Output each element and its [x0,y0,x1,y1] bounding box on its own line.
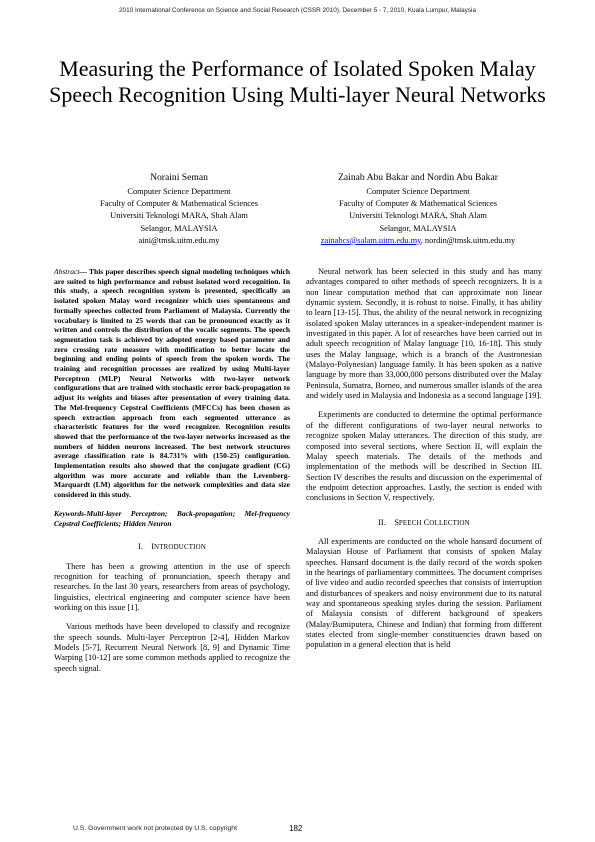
author-2-email-rest: , nordin@tmsk.uitm.edu.my [420,235,516,245]
author-2-name: Zainab Abu Bakar and Nordin Abu Bakar [338,172,498,183]
section-initial: S [394,517,399,527]
speech-collection-paragraph: All experiments are conducted on the whole hansard document of Malaysian House of Parliament that consists of spoken Malay speeches. Hansard document is the daily record of the words spoken in the hearings of parliamentary committees. The document comprises of live video and audio recorded speeches that consists of interruption and disturbances of speakers and noisy environment due to its natural way and spontaneous speaking styles during the session. Parliament of Malaysia consists of different background of speakers (Malay/Bumiputera, Chinese and Indian) that forming from different states elected from single-member constituencies drawn based on population in a general election that is held [306,536,542,650]
section-title-rest: PEECH [398,519,422,527]
section-title-rest: NTRODUCTION [154,544,207,552]
left-column [54,267,290,674]
author-1-affiliation [54,186,304,247]
paper-title: Measuring the Performance of Isolated Spoken Malay Speech Recognition Using Multi-layer Neural Networks [49,56,546,107]
author-1-email: aini@tmsk.uitm.edu.my [138,235,220,245]
author-1-university: Universiti Teknologi MARA, Shah Alam [110,211,248,221]
intro-paragraph-1: There has been a growing attention in the use of speech recognition for teaching of pronunciation, speech therapy and researches. In the last 30 years, researchers from areas of psychology, linguistics, electrical engineering and computer science have been working on this issue [1]. [54,561,290,612]
author-2-location: Selangor, MALAYSIA [379,223,457,233]
author-2-dept: Computer Science Department [366,187,470,196]
section-heading-speech-collection [306,518,542,529]
author-2-emails [293,235,543,247]
section-initial: I [151,542,155,552]
keywords: Keywords-Multi-layer Perceptron; Back-propagation; Mel-frequency Cepstral Coefficients; Hidden Neuron [54,508,290,528]
author-2-email-link[interactable]: zainabcs@salam.uitm.edu.my [320,235,421,245]
author-2-university: Universiti Teknologi MARA, Shah Alam [349,211,487,221]
abstract-label: Abstract [54,267,80,276]
section-number: II. [378,517,386,527]
section-title-rest-2: OLLECTION [429,519,470,527]
section-initial-2: C [423,517,430,527]
author-1-faculty: Faculty of Computer & Mathematical Sciences [100,199,258,209]
author-2-affiliation [293,186,543,247]
section-number: I. [137,542,143,552]
conference-header: 2010 International Conference on Science and Social Research (CSSR 2010), December 5 - 7, 2010, Kuala Lumpur, Malaysia [118,7,476,14]
right-paragraph-1: Neural network has been selected in this study and has many advantages compared to other methods of speech recognizers. It is a non linear computation method that can approximate non linear dynamic system. Secondly, it is robust to noise. Finally, it has ability to learn [13-15]. Thus, the ability of the neural network in recognizing isolated spoken Malay utterances in a speaker-independent manner is investigated in this paper. A lot of researches have been carried out in adult speech recognition of Malay language [10, 16-18]. This study uses the Malay language, which is a branch of the Austronesian (Malayo-Polynesian) language family. It has been spoken as a native language by more than 33,000,000 persons distributed over the Malay Peninsula, Sumatra, Borneo, and numerous smaller islands of the area and widely used in Malaysia and Indonesia as a second language [19]. [306,267,542,401]
right-column [306,267,542,651]
author-2-faculty: Faculty of Computer & Mathematical Sciences [339,199,497,209]
author-1-dept: Computer Science Department [127,187,231,196]
section-heading-introduction [54,542,290,553]
author-1-location: Selangor, MALAYSIA [140,223,218,233]
copyright-footer: U.S. Government work not protected by U.S. copyright [73,825,237,832]
page-number: 182 [289,824,303,833]
intro-paragraph-2: Various methods have been developed to classify and recognize the speech sounds. Multi-layer Perceptron [2-4], Hidden Markov Models [5-7], Recurrent Neural Network [8, 9] and Dynamic Time Warping [10-12] are some common methods applied to recognize the speech signal. [54,622,290,673]
author-1-name: Noraini Seman [150,172,208,183]
right-paragraph-2: Experiments are conducted to determine the optimal performance of the different configurations of two-layer neural networks to recognize spoken Malay utterances. The direction of this study, are composed into several sections, where Section II, will explain the Malay speech materials. The details of the methods and implementation of the methods will be described in Section III. Section IV describes the results and discussion on the experimental of the endpoint detection approaches. Lastly, the section is ended with conclusions in Section V, respectively. [306,410,542,503]
abstract [54,267,290,500]
abstract-text: — This paper describes speech signal modeling techniques which are suited to high performance and robust isolated word recognition. In this study, a speech recognition system is presented, specifically an isolated spoken Malay word recognizer which uses spontaneous and formally speeches collected from Parliament of Malaysia. Currently the vocabulary is limited to 25 words that can be pronounced exactly as it written and controls the distribution of the vocalic segments. The speech segmentation task is achieved by adopted energy based parameter and zero crossing rate measure with modification to better locate the beginning and ending points of speech from the spoken words. The training and recognition processes are realized by using Multi-layer Perceptron (MLP) Neural Networks with two-layer network configurations that are trained with stochastic error back-propagation to adjust its weights and biases after presentation of every training data. The Mel-frequency Cepstral Coefficients (MFCCs) has been chosen as speech extraction approach from each segmented utterance as characteristic features for the word recognizer. Recognition results showed that the performance of the two-layer networks increased as the numbers of hidden neurons increased. The best network structures average classification rate is 84.731% with (150-25) configuration. Implementation results also showed that the conjugate gradient (CG) algorithm was more accurate and reliable than the Levenberg-Marquardt (LM) algorithm for the network complexities and data size considered in this study. [54,267,290,500]
